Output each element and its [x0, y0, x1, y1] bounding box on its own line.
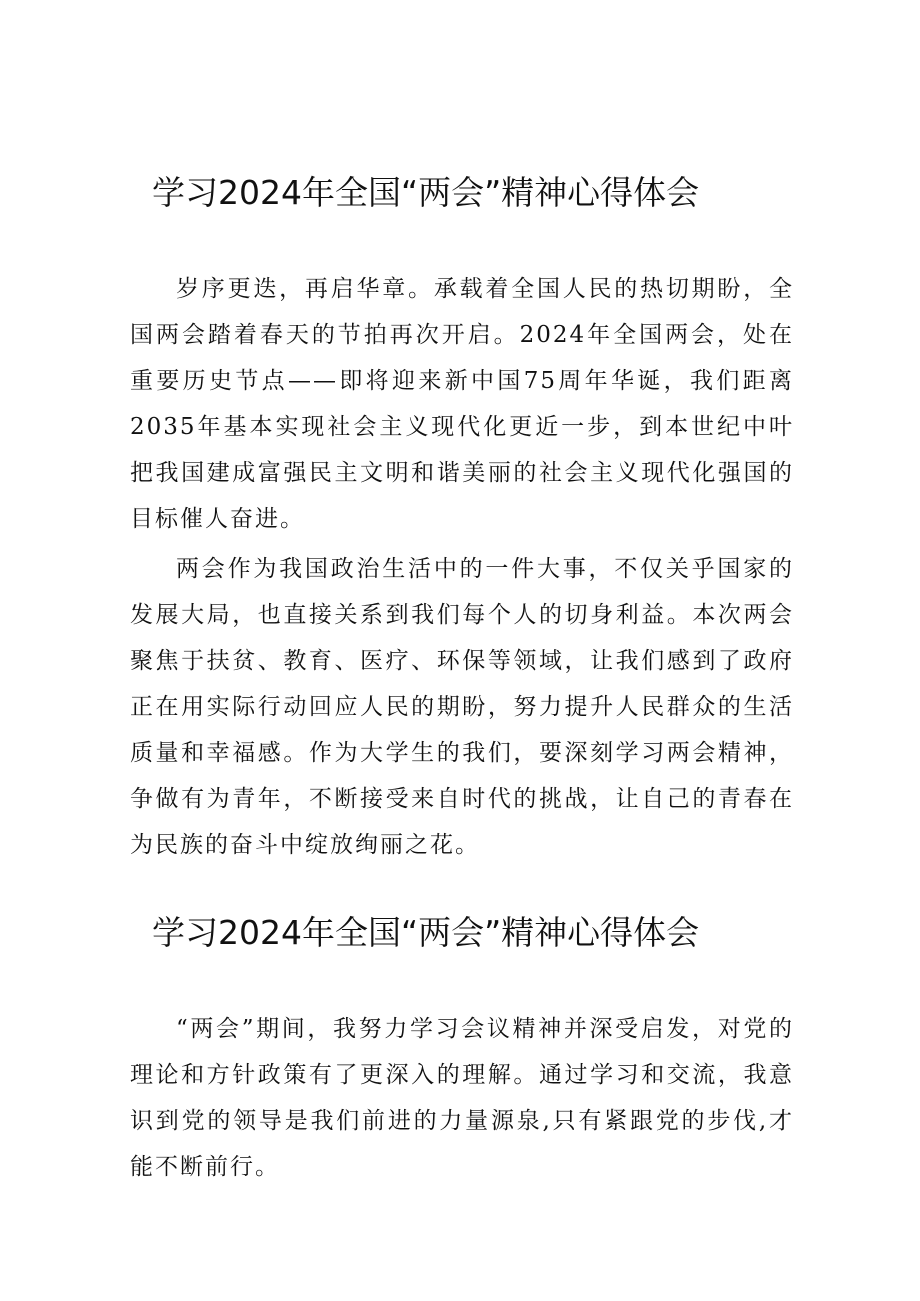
paragraph: 岁序更迭，再启华章。承载着全国人民的热切期盼，全国两会踏着春天的节拍再次开启。2024年全国两会，处在重要历史节点——即将迎来新中国75周年华诞，我们距离2035年基本实现社会主义现代化更近一步，到本世纪中叶把我国建成富强民主文明和谐美丽的社会主义现代化强国的目标催人奋进。	[130, 276, 794, 532]
essay-section-2	[130, 910, 794, 1190]
paragraph-group	[130, 1006, 794, 1190]
section-title: 学习2024年全国“两会”精神心得体会	[152, 173, 700, 212]
section-title: 学习2024年全国“两会”精神心得体会	[152, 913, 700, 952]
paragraph: “两会”期间，我努力学习会议精神并深受启发，对党的理论和方针政策有了更深入的理解。通过学习和交流，我意识到党的领导是我们前进的力量源泉,只有紧跟党的步伐,才能不断前行。	[130, 1016, 794, 1180]
paragraph: 两会作为我国政治生活中的一件大事，不仅关乎国家的发展大局，也直接关系到我们每个人的切身利益。本次两会聚焦于扶贫、教育、医疗、环保等领域，让我们感到了政府正在用实际行动回应人民的期盼，努力提升人民群众的生活质量和幸福感。作为大学生的我们，要深刻学习两会精神，争做有为青年，不断接受来自时代的挑战，让自己的青春在为民族的奋斗中绽放绚丽之花。	[130, 556, 794, 858]
essay-section-1	[130, 170, 794, 868]
paragraph-group	[130, 266, 794, 868]
